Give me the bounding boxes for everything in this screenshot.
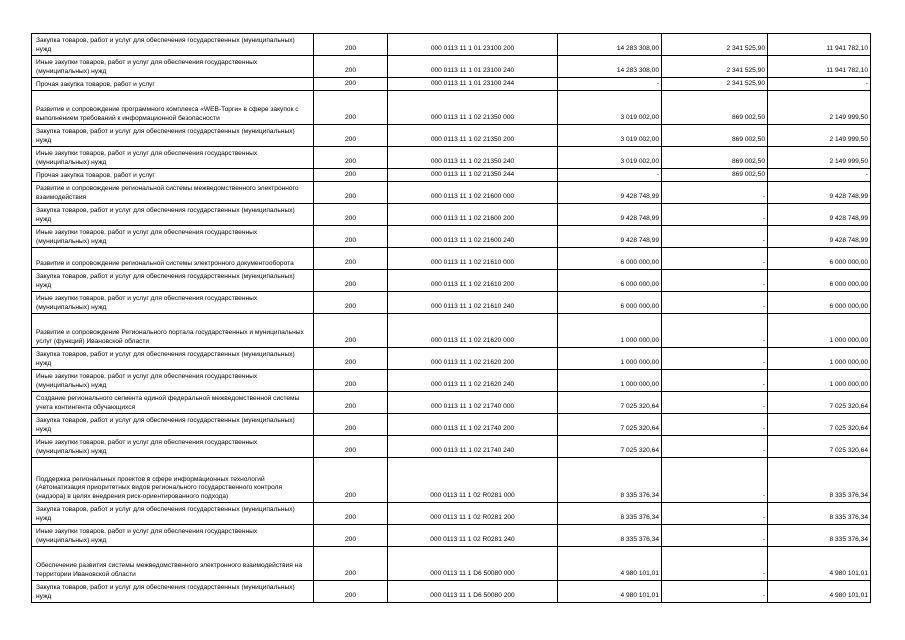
row-remaining-amount-cell: 7 025 320,64 [768,436,871,458]
row-approved-amount-cell: 9 428 748,99 [558,182,662,204]
row-line-code-cell: 200 [314,503,388,525]
table-row [32,56,871,78]
row-executed-amount-cell: - [662,525,768,547]
row-classification-code-cell: 000 0113 11 1 02 21610 240 [388,292,558,314]
table-row [32,392,871,414]
table-row [32,292,871,314]
row-line-code-cell: 200 [314,525,388,547]
row-remaining-amount-cell: 8 335 376,34 [768,503,871,525]
row-classification-code-cell: 000 0113 11 1 01 23100 244 [388,78,558,91]
row-classification-code-cell: 000 0113 11 1 02 21620 240 [388,370,558,392]
row-line-code-cell: 200 [314,34,388,56]
row-approved-amount-cell: 1 000 000,00 [558,314,662,348]
row-classification-code-cell: 000 0113 11 1 D6 50080 200 [388,581,558,603]
row-executed-amount-cell: - [662,248,768,270]
row-remaining-amount-cell: 2 149 999,50 [768,147,871,169]
row-classification-code-cell: 000 0113 11 1 02 R0281 200 [388,503,558,525]
row-line-code-cell: 200 [314,414,388,436]
row-name-cell: Закупка товаров, работ и услуг для обеспечения государственных (муниципальных) нужд [32,581,314,603]
table-row [32,348,871,370]
row-approved-amount-cell: 7 025 320,64 [558,414,662,436]
row-name-cell: Поддержка региональных проектов в сфере информационных технологий (Автоматизация приоритетных видов регионального государственного контроля (надзора) в целях внедрения риск-ориентированного подхода) [32,458,314,503]
row-remaining-amount-cell: - [768,78,871,91]
row-line-code-cell: 200 [314,226,388,248]
row-remaining-amount-cell: 2 149 999,50 [768,91,871,125]
table-row [32,125,871,147]
row-line-code-cell: 200 [314,370,388,392]
row-line-code-cell: 200 [314,182,388,204]
row-executed-amount-cell: 869 002,50 [662,147,768,169]
row-classification-code-cell: 000 0113 11 1 02 21600 240 [388,226,558,248]
budget-execution-table [31,33,871,603]
row-executed-amount-cell: - [662,348,768,370]
row-name-cell: Иные закупки товаров, работ и услуг для обеспечения государственных (муниципальных) нужд [32,292,314,314]
table-row [32,458,871,503]
row-name-cell: Создание регионального сегмента единой федеральной межведомственной системы учета контингента обучающихся [32,392,314,414]
row-executed-amount-cell: 2 341 525,90 [662,34,768,56]
row-name-cell: Развитие и сопровождение Регионального портала государственных и муниципальных услуг (функций) Ивановской области [32,314,314,348]
row-classification-code-cell: 000 0113 11 1 02 21350 240 [388,147,558,169]
row-approved-amount-cell: 8 335 376,34 [558,458,662,503]
table-row [32,525,871,547]
row-name-cell: Иные закупки товаров, работ и услуг для обеспечения государственных (муниципальных) нужд [32,370,314,392]
row-name-cell: Иные закупки товаров, работ и услуг для обеспечения государственных (муниципальных) нужд [32,56,314,78]
row-classification-code-cell: 000 0113 11 1 02 21620 200 [388,348,558,370]
row-approved-amount-cell: - [558,169,662,182]
row-remaining-amount-cell: 4 980 101,01 [768,581,871,603]
row-line-code-cell: 200 [314,147,388,169]
row-classification-code-cell: 000 0113 11 1 01 23100 240 [388,56,558,78]
row-executed-amount-cell: - [662,458,768,503]
row-classification-code-cell: 000 0113 11 1 02 21610 000 [388,248,558,270]
table-row [32,503,871,525]
table-row [32,204,871,226]
row-classification-code-cell: 000 0113 11 1 01 23100 200 [388,34,558,56]
row-remaining-amount-cell: 6 000 000,00 [768,292,871,314]
table-body [32,34,871,603]
row-approved-amount-cell: 1 000 000,00 [558,370,662,392]
row-name-cell: Иные закупки товаров, работ и услуг для обеспечения государственных (муниципальных) нужд [32,226,314,248]
row-line-code-cell: 200 [314,547,388,581]
row-executed-amount-cell: - [662,581,768,603]
row-executed-amount-cell: - [662,392,768,414]
row-remaining-amount-cell: 11 941 782,10 [768,56,871,78]
row-remaining-amount-cell: 9 428 748,99 [768,182,871,204]
row-line-code-cell: 200 [314,292,388,314]
row-remaining-amount-cell: 11 941 782,10 [768,34,871,56]
row-remaining-amount-cell: 6 000 000,00 [768,270,871,292]
row-remaining-amount-cell: 1 000 000,00 [768,314,871,348]
row-name-cell: Развитие и сопровождение программного комплекса «WEB-Торги» в сфере закупок с выполнением требований к информационной безопасности [32,91,314,125]
table-row [32,34,871,56]
row-executed-amount-cell: - [662,292,768,314]
table-row [32,270,871,292]
row-executed-amount-cell: 869 002,50 [662,169,768,182]
table-row [32,370,871,392]
row-approved-amount-cell: 6 000 000,00 [558,248,662,270]
row-name-cell: Иные закупки товаров, работ и услуг для обеспечения государственных (муниципальных) нужд [32,147,314,169]
row-name-cell: Закупка товаров, работ и услуг для обеспечения государственных (муниципальных) нужд [32,204,314,226]
row-executed-amount-cell: 2 341 525,90 [662,56,768,78]
row-classification-code-cell: 000 0113 11 1 02 21350 200 [388,125,558,147]
row-approved-amount-cell: 9 428 748,99 [558,204,662,226]
row-approved-amount-cell: 3 019 002,00 [558,125,662,147]
row-classification-code-cell: 000 0113 11 1 02 R0281 000 [388,458,558,503]
row-approved-amount-cell: 14 283 308,00 [558,56,662,78]
row-line-code-cell: 200 [314,125,388,147]
row-name-cell: Обеспечение развития системы межведомственного электронного взаимодействия на территории Ивановской области [32,547,314,581]
table-row [32,226,871,248]
row-name-cell: Закупка товаров, работ и услуг для обеспечения государственных (муниципальных) нужд [32,270,314,292]
row-line-code-cell: 200 [314,458,388,503]
row-approved-amount-cell: 7 025 320,64 [558,392,662,414]
row-remaining-amount-cell: 4 980 101,01 [768,547,871,581]
row-executed-amount-cell: - [662,314,768,348]
row-executed-amount-cell: - [662,270,768,292]
row-executed-amount-cell: - [662,547,768,581]
row-classification-code-cell: 000 0113 11 1 02 R0281 240 [388,525,558,547]
row-line-code-cell: 200 [314,204,388,226]
row-line-code-cell: 200 [314,581,388,603]
row-classification-code-cell: 000 0113 11 1 02 21600 200 [388,204,558,226]
row-approved-amount-cell: 1 000 000,00 [558,348,662,370]
row-name-cell: Прочая закупка товаров, работ и услуг [32,169,314,182]
row-remaining-amount-cell: 7 025 320,64 [768,392,871,414]
row-line-code-cell: 200 [314,56,388,78]
row-executed-amount-cell: - [662,414,768,436]
row-approved-amount-cell: 8 335 376,34 [558,525,662,547]
row-classification-code-cell: 000 0113 11 1 02 21740 240 [388,436,558,458]
row-executed-amount-cell: - [662,204,768,226]
row-name-cell: Закупка товаров, работ и услуг для обеспечения государственных (муниципальных) нужд [32,34,314,56]
row-executed-amount-cell: - [662,182,768,204]
row-executed-amount-cell: 869 002,50 [662,125,768,147]
row-name-cell: Закупка товаров, работ и услуг для обеспечения государственных (муниципальных) нужд [32,125,314,147]
row-name-cell: Развитие и сопровождение региональной системы электронного документооборота [32,248,314,270]
row-remaining-amount-cell: 6 000 000,00 [768,248,871,270]
row-remaining-amount-cell: 1 000 000,00 [768,370,871,392]
row-remaining-amount-cell: 2 149 999,50 [768,125,871,147]
row-approved-amount-cell: 6 000 000,00 [558,292,662,314]
table-row [32,91,871,125]
row-classification-code-cell: 000 0113 11 1 02 21350 000 [388,91,558,125]
row-executed-amount-cell: 869 002,50 [662,91,768,125]
row-approved-amount-cell: 3 019 002,00 [558,147,662,169]
table-row [32,414,871,436]
row-remaining-amount-cell: 7 025 320,64 [768,414,871,436]
row-name-cell: Прочая закупка товаров, работ и услуг [32,78,314,91]
row-line-code-cell: 200 [314,270,388,292]
table-row [32,314,871,348]
row-line-code-cell: 200 [314,91,388,125]
row-line-code-cell: 200 [314,436,388,458]
table-row [32,147,871,169]
row-approved-amount-cell: 4 980 101,01 [558,547,662,581]
row-approved-amount-cell: 7 025 320,64 [558,436,662,458]
table-row [32,182,871,204]
row-executed-amount-cell: - [662,370,768,392]
row-line-code-cell: 200 [314,348,388,370]
row-classification-code-cell: 000 0113 11 1 02 21350 244 [388,169,558,182]
row-line-code-cell: 200 [314,78,388,91]
row-name-cell: Развитие и сопровождение региональной системы межведомственного электронного взаимодействия [32,182,314,204]
row-remaining-amount-cell: 9 428 748,99 [768,226,871,248]
row-name-cell: Закупка товаров, работ и услуг для обеспечения государственных (муниципальных) нужд [32,414,314,436]
row-remaining-amount-cell: 8 335 376,34 [768,458,871,503]
row-classification-code-cell: 000 0113 11 1 02 21620 000 [388,314,558,348]
row-remaining-amount-cell: - [768,169,871,182]
table-row [32,248,871,270]
row-name-cell: Иные закупки товаров, работ и услуг для обеспечения государственных (муниципальных) нужд [32,436,314,458]
row-classification-code-cell: 000 0113 11 1 02 21600 000 [388,182,558,204]
row-executed-amount-cell: 2 341 525,90 [662,78,768,91]
row-line-code-cell: 200 [314,314,388,348]
row-line-code-cell: 200 [314,169,388,182]
table-row [32,581,871,603]
table-row [32,436,871,458]
row-remaining-amount-cell: 1 000 000,00 [768,348,871,370]
row-approved-amount-cell: 4 980 101,01 [558,581,662,603]
row-executed-amount-cell: - [662,226,768,248]
row-classification-code-cell: 000 0113 11 1 02 21610 200 [388,270,558,292]
row-line-code-cell: 200 [314,392,388,414]
row-executed-amount-cell: - [662,436,768,458]
row-line-code-cell: 200 [314,248,388,270]
row-executed-amount-cell: - [662,503,768,525]
table-row [32,169,871,182]
table-row [32,78,871,91]
row-approved-amount-cell: 6 000 000,00 [558,270,662,292]
row-approved-amount-cell: - [558,78,662,91]
row-name-cell: Закупка товаров, работ и услуг для обеспечения государственных (муниципальных) нужд [32,348,314,370]
row-name-cell: Закупка товаров, работ и услуг для обеспечения государственных (муниципальных) нужд [32,503,314,525]
row-approved-amount-cell: 3 019 002,00 [558,91,662,125]
row-classification-code-cell: 000 0113 11 1 02 21740 200 [388,414,558,436]
row-classification-code-cell: 000 0113 11 1 D6 50080 000 [388,547,558,581]
row-approved-amount-cell: 9 428 748,99 [558,226,662,248]
row-remaining-amount-cell: 8 335 376,34 [768,525,871,547]
row-approved-amount-cell: 8 335 376,34 [558,503,662,525]
row-remaining-amount-cell: 9 428 748,99 [768,204,871,226]
row-classification-code-cell: 000 0113 11 1 02 21740 000 [388,392,558,414]
row-name-cell: Иные закупки товаров, работ и услуг для обеспечения государственных (муниципальных) нужд [32,525,314,547]
table-row [32,547,871,581]
row-approved-amount-cell: 14 283 308,00 [558,34,662,56]
